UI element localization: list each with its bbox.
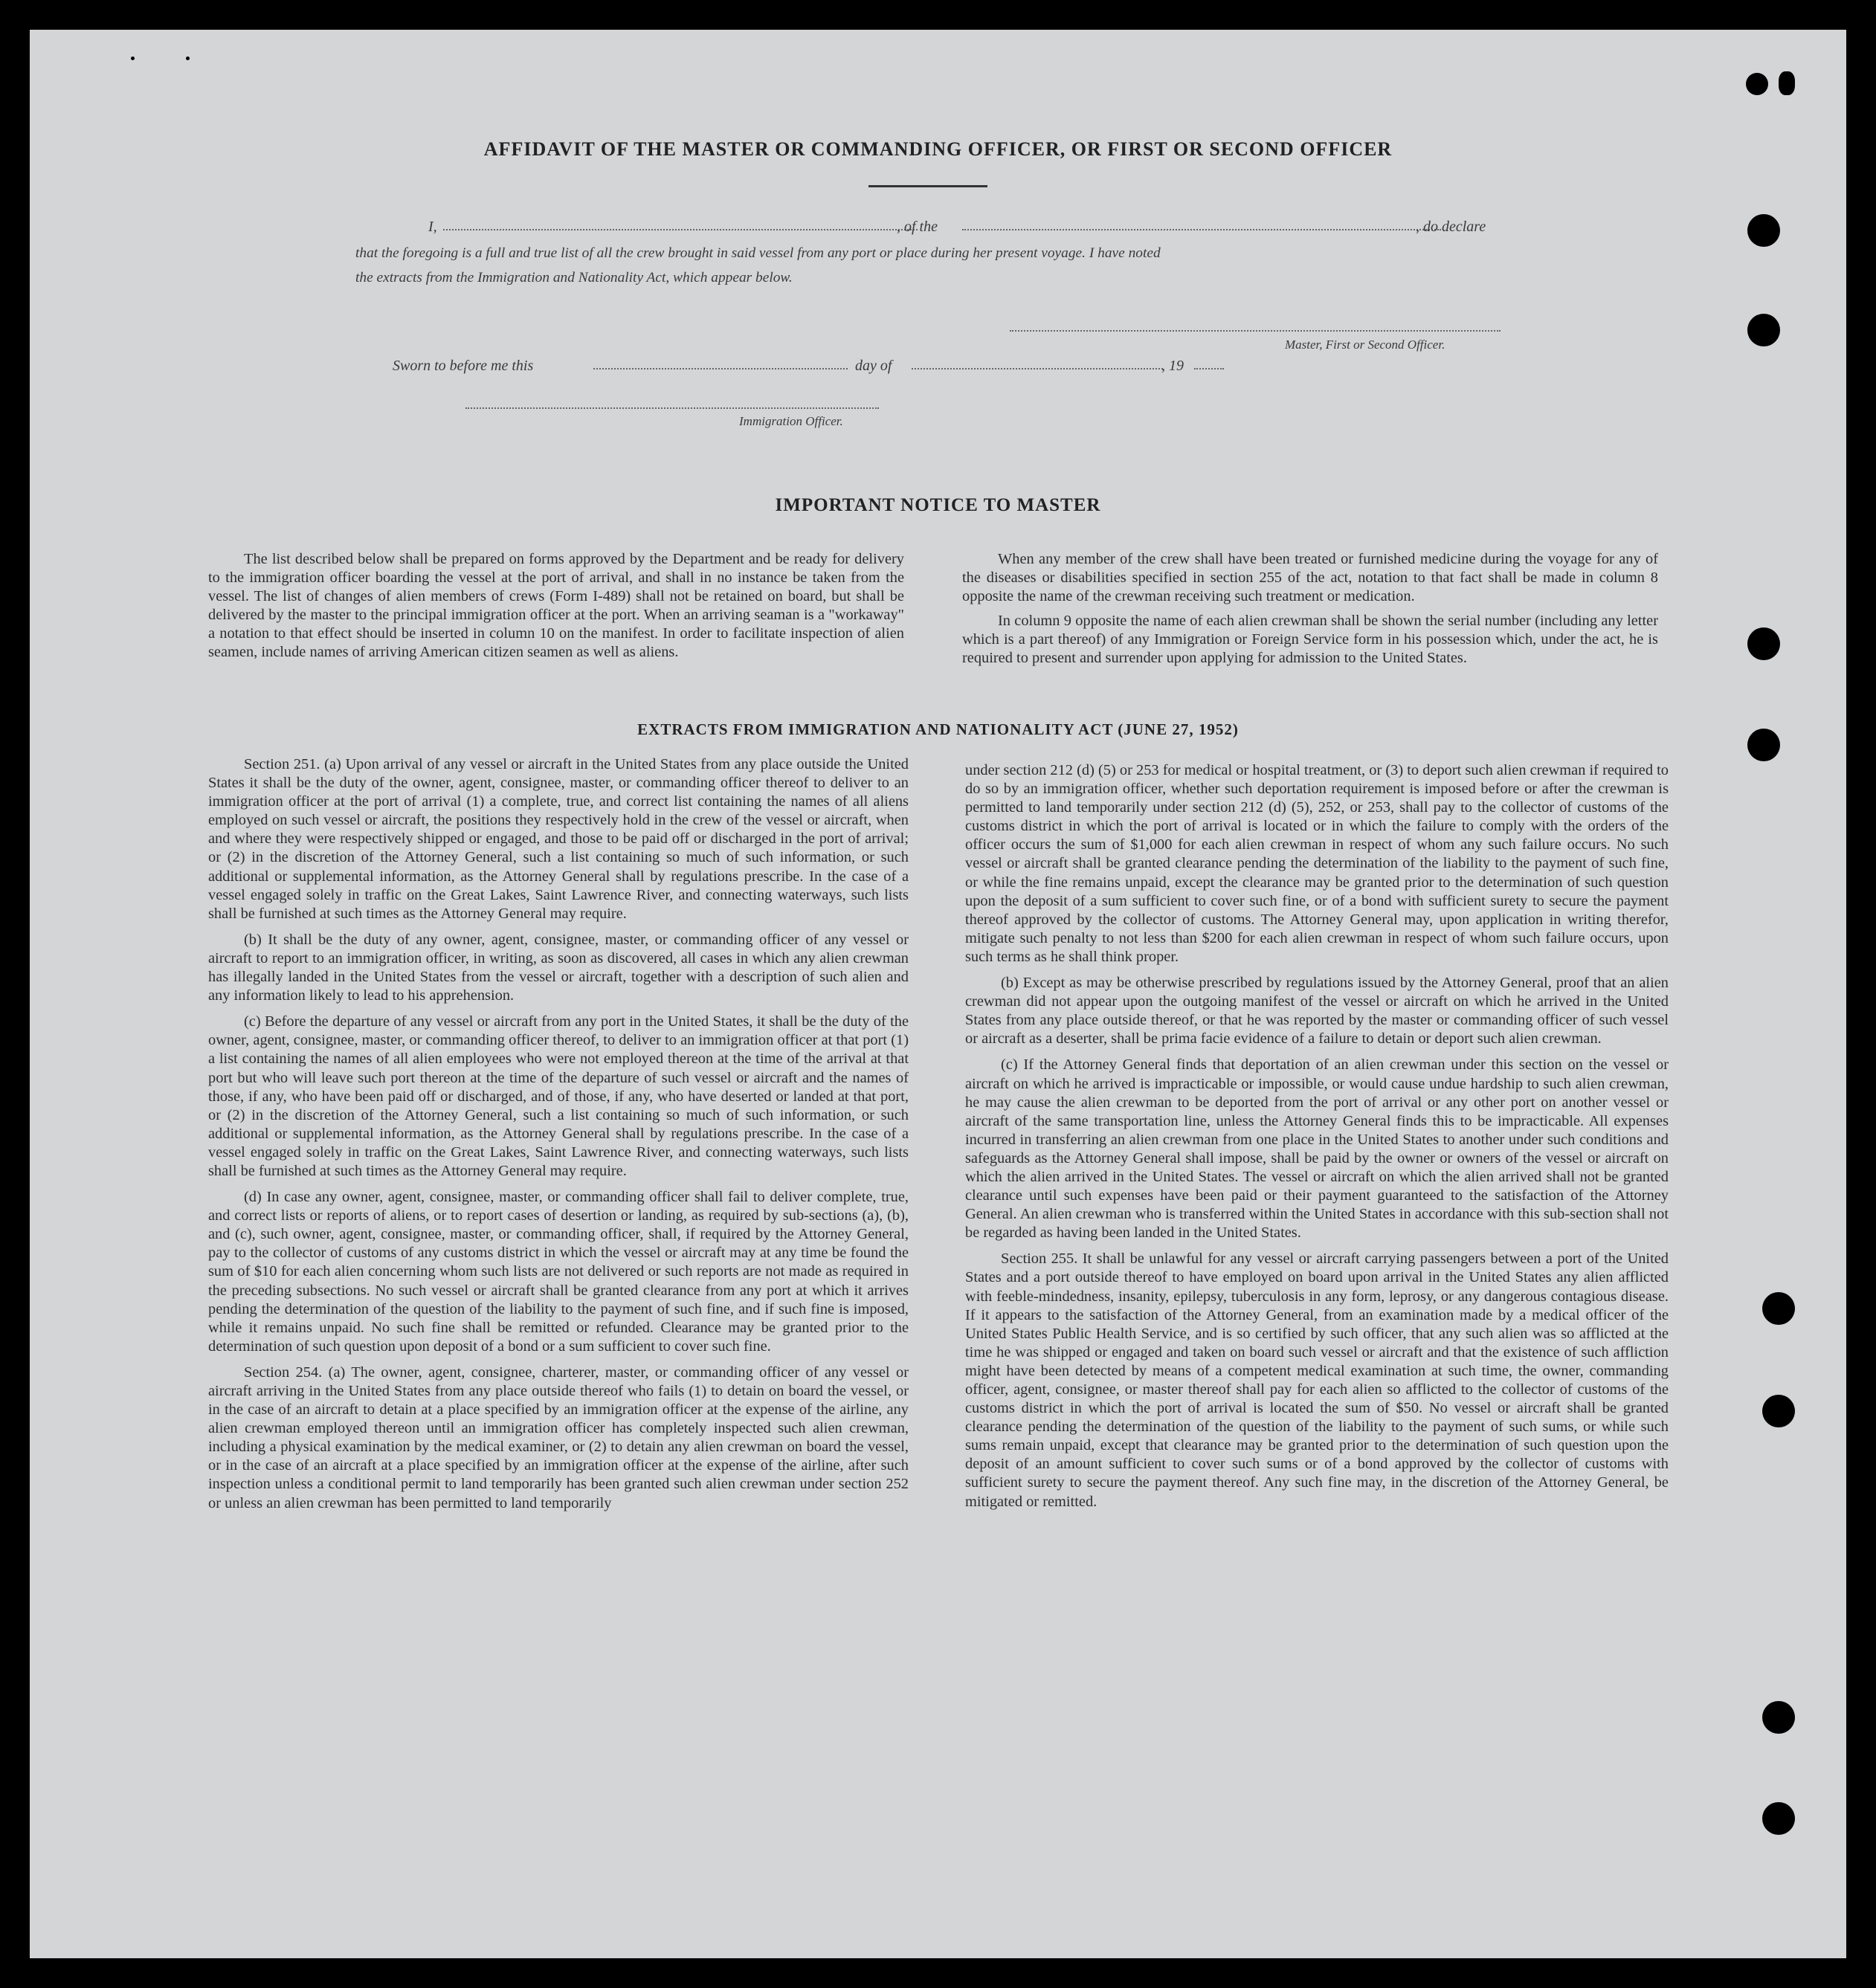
sworn-day-field[interactable] bbox=[593, 368, 848, 369]
title-underline bbox=[868, 185, 987, 187]
declaration-line-2: the extracts from the Immigration and Nationality Act, which appear below. bbox=[355, 270, 793, 285]
notice-paragraph: When any member of the crew shall have been treated or furnished medicine during the voyage for any of the diseases or disabilities specified in section 255 of the act, notation to that fact shall be made in column 8 opposite the name of the crewman receiving such treatment or medication. bbox=[962, 551, 1658, 605]
officer-signature-line[interactable] bbox=[465, 407, 879, 409]
punch-hole bbox=[1762, 1701, 1795, 1734]
statute-paragraph: (b) Except as may be otherwise prescribed by regulations issued by the Attorney General, proof that an alien crewman did not appear upon the outgoing manifest of the vessel or aircraft on which he arrived in the United States from any place outside thereof, or that he was reported by the master or commanding officer of such vessel or aircraft as a deserter, shall be prima facie evidence of a failure to detain or deport such alien crewman. bbox=[965, 975, 1669, 1048]
master-signature-caption: Master, First or Second Officer. bbox=[1285, 338, 1445, 352]
statute-paragraph: (c) If the Attorney General finds that deportation of an alien crewman under this section on the vessel or aircraft on which he arrived is impracticable or impossible, or would cause undue hardship to such alien crewman, he may cause the alien crewman to be deported from the port of arrival or any other port on another vessel or aircraft of the same transportation line, unless the Attorney General finds this to be impracticable. All expenses incurred in transferring an alien crewman from one place in the United States to another under such conditions and safeguards as the Attorney General shall impose, shall be paid by the owner or owners of the vessel or aircraft on which the alien arrived in the United States. The vessel or aircraft on which the alien arrived shall not be granted clearance until such expenses have been paid or their payment guaranteed to the satisfaction of the Attorney General. An alien crewman who is transferred within the United States in accordance with this sub-section shall not be regarded as having been landed in the United States. bbox=[965, 1056, 1669, 1242]
statute-paragraph: under section 212 (d) (5) or 253 for medical or hospital treatment, or (3) to deport such alien crewman if required to do so by an immigration officer, whether such deportation requirement is imposed before or after the crewman is permitted to land temporarily under section 212 (d) (5), 252, or 253, shall pay to the collector of customs of the customs district in which the port of arrival is located or in which the failure to comply with the orders of the officer occurs the sum of $1,000 for each alien crewman in respect of whom any such failure occurs. No such vessel or aircraft shall be granted clearance pending the determination of the liability to the payment of such fine, or while the fine remains unpaid, except the clearance may be granted prior to the determination of such question upon the deposit of a sum sufficient to cover such fine, or of a bond with sufficient surety to secure the payment thereof approved by the collector of customs. The Attorney General may, upon application in writing therefor, mitigate such penalty to not less than $200 for each alien crewman in respect of whom such failure occurs, upon such terms as he shall think proper. bbox=[965, 762, 1669, 965]
punch-hole bbox=[1762, 1292, 1795, 1325]
statute-paragraph: (d) In case any owner, agent, consignee, master, or commanding officer shall fail to deliver complete, true, and correct lists or reports of aliens, or to report cases of desertion or landing, as required by sub-sections (a), (b), and (c), such owner, agent, consignee, master, or commanding officer, shall, if required by the Attorney General, pay to the collector of customs of any customs district in which the vessel or aircraft may at any time be found the sum of $10 for each alien concerning whom such lists are not delivered or such reports are not made as required in the preceding subsections. No such vessel or aircraft shall be granted clearance from any port at which it arrives pending the determination of the question of the liability to the payment of such fine, and if such fine is imposed, while it remains unpaid. No such fine shall be remitted or refunded. Clearance may be granted prior to the determination of such question upon deposit of a bond or a sum sufficient to cover such fine. bbox=[208, 1189, 909, 1355]
extracts-title: EXTRACTS FROM IMMIGRATION AND NATIONALITY ACT (JUNE 27, 1952) bbox=[637, 720, 1239, 738]
sworn-year-field[interactable] bbox=[1194, 368, 1224, 369]
day-of-label: day of bbox=[855, 358, 892, 374]
statute-paragraph: Section 251. (a) Upon arrival of any vessel or aircraft in the United States from any place outside the United States it shall be the duty of the owner, agent, consignee, master, or commanding officer thereof to deliver to an immigration officer at the port of arrival (1) a complete, true, and correct list containing the names of all aliens employed on such vessel or aircraft, the positions they respectively hold in the crew of the vessel or aircraft, when and where they were respectively shipped or engaged, and those to be paid off or discharged in the port of arrival; or (2) in the discretion of the Attorney General, such a list containing so much of such information, or such additional or supplemental information, as the Attorney General shall by regulations prescribe. In the case of a vessel engaged solely in traffic on the Great Lakes, Saint Lawrence River, and connecting waterways, such lists shall be furnished at such times as the Attorney General may require. bbox=[208, 756, 909, 922]
form-page bbox=[30, 30, 1846, 1958]
punch-hole bbox=[1762, 1395, 1795, 1427]
notice-title: IMPORTANT NOTICE TO MASTER bbox=[775, 495, 1101, 515]
statute-paragraph: (b) It shall be the duty of any owner, agent, consignee, master, or commanding officer of any vessel or aircraft to report to an immigration officer, in writing, as soon as discovered, all cases in which any alien crewman has illegally landed in the United States from the vessel or aircraft, together with a description of such alien and any information likely to lead to his apprehension. bbox=[208, 931, 909, 1004]
punch-hole bbox=[1747, 214, 1780, 247]
master-signature-line[interactable] bbox=[1010, 330, 1501, 332]
statute-paragraph: (c) Before the departure of any vessel or aircraft from any port in the United States, it shall be the duty of the owner, agent, consignee, master, or commanding officer thereof, to deliver to an immigration officer at that port (1) a list containing the names of all alien employees who were not employed thereon at the time of the arrival at that port but who will leave such port thereon at the time of the departure of such vessel or aircraft and the names of those, if any, who have been paid off or discharged, and of those, if any, who have deserted or landed at that port, or (2) in the discretion of the Attorney General, such a list containing so much of such information, or such additional or supplemental information, as the Attorney General shall by regulations prescribe. In the case of a vessel engaged solely in traffic on the Great Lakes, Saint Lawrence River, and connecting waterways, such lists shall be furnished at such times as the Attorney General may require. bbox=[208, 1013, 909, 1179]
declaration-line-1: that the foregoing is a full and true list of all the crew brought in said vessel from any port or place during her present voyage. I have noted bbox=[355, 245, 1161, 261]
officer-signature-caption: Immigration Officer. bbox=[739, 414, 843, 428]
notice-paragraph: In column 9 opposite the name of each alien crewman shall be shown the serial number (including any letter which is a part thereof) of any Immigration or Foreign Service form in his possession which, under the act, he is required to present and surrender upon applying for admission to the United States. bbox=[962, 613, 1658, 667]
speck bbox=[131, 57, 135, 60]
year-label: , 19 bbox=[1161, 358, 1184, 374]
corner-mark bbox=[1746, 73, 1768, 95]
corner-mark bbox=[1779, 71, 1795, 95]
statute-paragraph: Section 254. (a) The owner, agent, consignee, charterer, master, or commanding officer of any vessel or aircraft arriving in the United States from any place outside thereof who fails (1) to detain on board the vessel, or in the case of an aircraft to detain at a place specified by an immigration officer at the expense of the airline, any alien crewman employed thereon until an immigration officer has completely inspected such alien crewman, including a physical examination by the medical examiner, or (2) to detain any alien crewman on board the vessel, or in the case of an aircraft at a place specified by an immigration officer at the expense of the airline, after such inspection unless a conditional permit to land temporarily has been granted such alien crewman under section 252 or unless an alien crewman has been permitted to land temporarily bbox=[208, 1363, 909, 1511]
speck bbox=[186, 57, 190, 60]
extracts-right-column bbox=[965, 761, 1669, 1511]
punch-hole bbox=[1747, 314, 1780, 346]
i-label: I, bbox=[428, 219, 437, 235]
extracts-left-column bbox=[208, 755, 909, 1513]
do-declare-label: , do declare bbox=[1416, 219, 1486, 235]
punch-hole bbox=[1762, 1802, 1795, 1835]
punch-hole bbox=[1747, 627, 1780, 660]
of-the-label: , of the bbox=[897, 219, 938, 235]
notice-left-column bbox=[208, 550, 904, 662]
notice-paragraph: The list described below shall be prepared on forms approved by the Department and be ready for delivery to the immigration officer boarding the vessel at the port of arrival, and shall in no instance be taken from the vessel. The list of changes of alien members of crews (Form I-489) shall not be retained on board, but shall be delivered by the master to the principal immigration officer at the port. When an arriving seaman is a "workaway" a notation to that effect should be inserted in column 10 on the manifest. In order to facilitate inspection of alien seamen, include names of arriving American citizen seamen as well as aliens. bbox=[208, 551, 904, 661]
affidavit-title: AFFIDAVIT OF THE MASTER OR COMMANDING OFFICER, OR FIRST OR SECOND OFFICER bbox=[483, 138, 1393, 160]
sworn-label: Sworn to before me this bbox=[393, 358, 534, 374]
notice-right-column bbox=[962, 550, 1658, 668]
sworn-month-field[interactable] bbox=[912, 368, 1163, 369]
declarant-name-field[interactable] bbox=[443, 229, 918, 230]
statute-paragraph: Section 255. It shall be unlawful for any vessel or aircraft carrying passengers between a port of the United States and a port outside thereof to have employed on board upon arrival in the United States any alien afflicted with feeble-mindedness, insanity, epilepsy, tuberculosis in any form, leprosy, or any dangerous contagious disease. If it appears to the satisfaction of the Attorney General, from an examination made by a medical officer of the United States Public Health Service, and is so certified by such officer, that any such alien was so afflicted at the time he was shipped or engaged and taken on board such vessel or aircraft and that the existence of such affliction might have been detected by means of a competent medical examination at such time, the owner, commanding officer, agent, consignee, or master thereof shall pay for each alien so afflicted to the collector of customs of the customs district in which the port of arrival is located the sum of $50. No vessel or aircraft shall be granted clearance pending the determination of the question of the liability to the payment of such sums, or while such sums remain unpaid, except that clearance may be granted prior to the determination of such question upon the deposit of an amount sufficient to cover such sums or of a bond approved by the collector of customs with sufficient surety to secure the payment thereof. Any such fine may, in the discretion of the Attorney General, be mitigated or remitted. bbox=[965, 1250, 1669, 1510]
vessel-name-field[interactable] bbox=[962, 229, 1441, 230]
